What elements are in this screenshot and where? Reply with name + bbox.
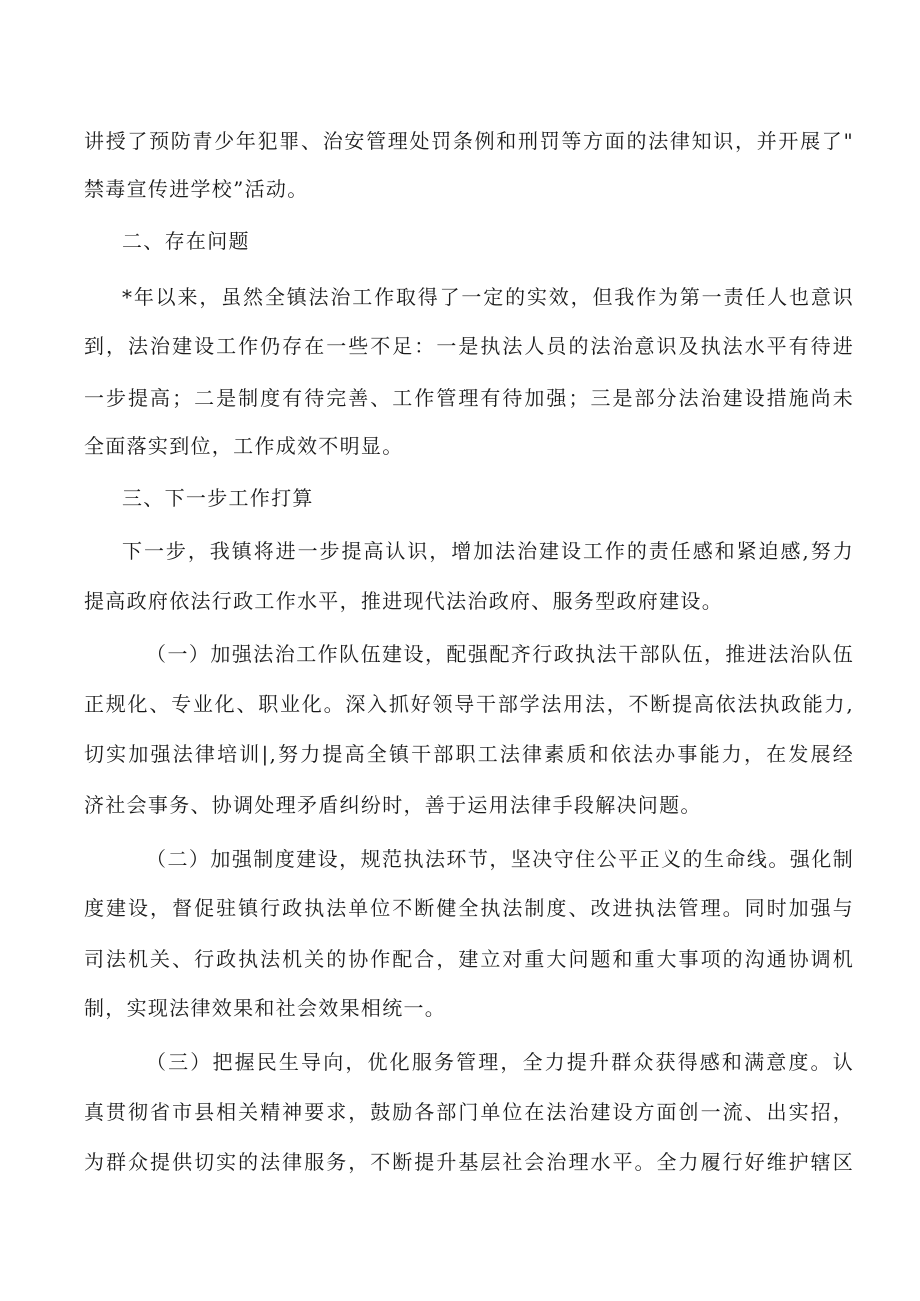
paragraph-line: 真贯彻省市县相关精神要求，鼓励各部门单位在法治建设方面创一流、出实招， xyxy=(84,1100,854,1124)
paragraph-line: （二）加强制度建设，规范执法环节，坚决守住公平正义的生命线。强化制 xyxy=(146,847,854,871)
section-heading: 三、下一步工作打算 xyxy=(122,486,314,510)
paragraph-line: 全面落实到位，工作成效不明显。 xyxy=(84,434,404,458)
paragraph-line: （一）加强法治工作队伍建设，配强配齐行政执法干部队伍，推进法治队伍 xyxy=(146,642,854,666)
paragraph-line: 一步提高；二是制度有待完善、工作管理有待加强；三是部分法治建设措施尚未 xyxy=(84,386,854,410)
paragraph-line: （三）把握民生导向，优化服务管理，全力提升群众获得感和满意度。认 xyxy=(146,1050,854,1074)
paragraph-line: 济社会事务、协调处理矛盾纠纷时，善于运用法律手段解决问题。 xyxy=(84,793,702,817)
section-heading: 二、存在问题 xyxy=(122,229,250,253)
paragraph-line: 司法机关、行政执法机关的协作配合，建立对重大问题和重大事项的沟通协调机 xyxy=(84,947,854,971)
paragraph-line: 制，实现法律效果和社会效果相统一。 xyxy=(84,996,447,1020)
paragraph-line: 度建设，督促驻镇行政执法单位不断健全执法制度、改进执法管理。同时加强与 xyxy=(84,896,854,920)
paragraph-line: 提高政府依法行政工作水平，推进现代法治政府、服务型政府建设。 xyxy=(84,589,723,613)
paragraph-line: 下一步，我镇将进一步提高认识，增加法治建设工作的责任感和紧迫感,努力 xyxy=(122,539,854,563)
paragraph-line: 为群众提供切实的法律服务，不断提升基层社会治理水平。全力履行好维护辖区 xyxy=(84,1150,854,1174)
paragraph-line: 正规化、专业化、职业化。深入抓好领导干部学法用法，不断提高依法执政能力, xyxy=(84,692,854,716)
paragraph-line: 讲授了预防青少年犯罪、治安管理处罚条例和刑罚等方面的法律知识，并开展了" xyxy=(84,129,854,153)
paragraph-line: *年以来，虽然全镇法治工作取得了一定的实效，但我作为第一责任人也意识 xyxy=(122,285,854,309)
paragraph-line: 到，法治建设工作仍存在一些不足：一是执法人员的法治意识及执法水平有待进 xyxy=(84,334,854,358)
paragraph-line: 禁毒宣传进学校”活动。 xyxy=(84,177,309,201)
paragraph-line: 切实加强法律培训|,努力提高全镇干部职工法律素质和依法办事能力，在发展经 xyxy=(84,742,854,766)
